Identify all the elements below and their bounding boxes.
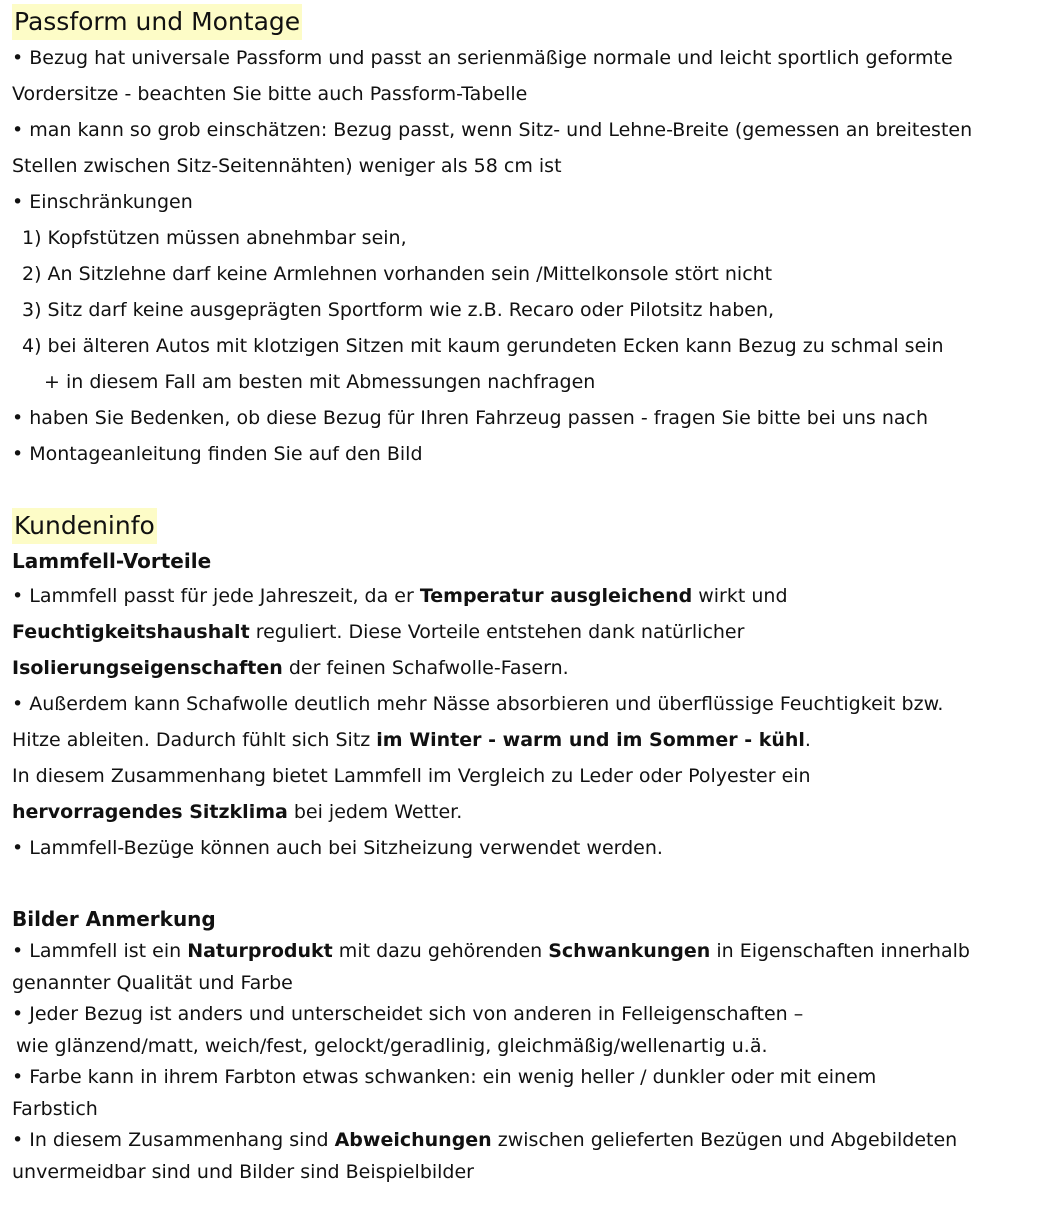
text-line: • Außerdem kann Schafwolle deutlich mehr Nässe absorbieren und überflüssige Feuchtigkeit bzw. bbox=[12, 693, 944, 715]
bold-text: im Winter - warm und im Sommer - kühl bbox=[376, 729, 805, 751]
bold-text: Temperatur ausgleichend bbox=[419, 585, 693, 607]
text-line: In diesem Zusammenhang bietet Lammfell im Vergleich zu Leder oder Polyester ein bbox=[12, 765, 811, 787]
text-run: Hitze ableiten. Dadurch fühlt sich Sitz bbox=[12, 729, 377, 751]
section-bilder-anmerkung bbox=[12, 902, 1052, 1188]
text-line bbox=[12, 614, 1052, 650]
text-line bbox=[12, 650, 1052, 686]
text-line bbox=[12, 1125, 1052, 1157]
restriction-item: 4) bei älteren Autos mit klotzigen Sitzen mit kaum gerundeten Ecken kann Bezug zu schmal sein bbox=[22, 335, 944, 357]
restriction-item: 1) Kopfstützen müssen abnehmbar sein, bbox=[22, 227, 407, 249]
bold-text: hervorragendes Sitzklima bbox=[12, 801, 288, 823]
text-run: • In diesem Zusammenhang sind bbox=[12, 1129, 335, 1151]
restriction-note: + in diesem Fall am besten mit Abmessungen nachfragen bbox=[44, 371, 596, 393]
text-line: • Bezug hat universale Passform und passt an serienmäßige normale und leicht sportlich geformte bbox=[12, 47, 953, 69]
text-run: mit dazu gehörenden bbox=[332, 940, 549, 962]
text-line bbox=[12, 936, 1052, 968]
section-kundeninfo bbox=[12, 508, 1052, 866]
text-run: der feinen Schafwolle-Fasern. bbox=[282, 657, 569, 679]
text-line: Vordersitze - beachten Sie bitte auch Passform-Tabelle bbox=[12, 83, 528, 105]
text-run: in Eigenschaften innerhalb bbox=[710, 940, 970, 962]
text-line: • haben Sie Bedenken, ob diese Bezug für Ihren Fahrzeug passen - fragen Sie bitte bei uns nach bbox=[12, 407, 929, 429]
text-line: unvermeidbar sind und Bilder sind Beispielbilder bbox=[12, 1160, 474, 1183]
bold-text: Isolierungseigenschaften bbox=[12, 657, 283, 679]
text-line bbox=[12, 578, 1052, 614]
section-passform bbox=[12, 4, 1052, 472]
text-run: reguliert. Diese Vorteile entstehen dank natürlicher bbox=[249, 621, 745, 643]
text-line: • Jeder Bezug ist anders und unterscheidet sich von anderen in Felleigenschaften – bbox=[12, 1003, 804, 1025]
text-line: • Farbe kann in ihrem Farbton etwas schwanken: ein wenig heller / dunkler oder mit einem bbox=[12, 1066, 877, 1088]
text-line: Farbstich bbox=[12, 1097, 98, 1120]
text-line: Stellen zwischen Sitz-Seitennähten) weniger als 58 cm ist bbox=[12, 155, 562, 177]
text-run: • Lammfell passt für jede Jahreszeit, da er bbox=[12, 585, 420, 607]
bold-text: Abweichungen bbox=[334, 1129, 492, 1151]
text-run: . bbox=[804, 729, 811, 751]
text-run: • Lammfell ist ein bbox=[12, 940, 188, 962]
text-line: wie glänzend/matt, weich/fest, gelockt/geradlinig, gleichmäßig/wellenartig u.ä. bbox=[16, 1034, 768, 1057]
text-line: • Montageanleitung finden Sie auf den Bild bbox=[12, 443, 423, 465]
text-run: bei jedem Wetter. bbox=[287, 801, 463, 823]
document bbox=[12, 4, 1052, 1188]
subheading-lammfell-vorteile: Lammfell-Vorteile bbox=[12, 549, 212, 573]
text-line: • Lammfell-Bezüge können auch bei Sitzheizung verwendet werden. bbox=[12, 837, 663, 859]
text-line: genannter Qualität und Farbe bbox=[12, 971, 293, 994]
text-line bbox=[12, 794, 1052, 830]
spacer bbox=[12, 866, 1052, 902]
text-line bbox=[12, 722, 1052, 758]
section-heading-kundeninfo: Kundeninfo bbox=[12, 508, 157, 544]
bold-text: Naturprodukt bbox=[187, 940, 333, 962]
restriction-item: 2) An Sitzlehne darf keine Armlehnen vorhanden sein /Mittelkonsole stört nicht bbox=[22, 263, 773, 285]
text-run: zwischen gelieferten Bezügen und Abgebildeten bbox=[491, 1129, 958, 1151]
bold-text: Feuchtigkeitshaushalt bbox=[12, 621, 250, 643]
bold-text: Schwankungen bbox=[548, 940, 711, 962]
text-run: wirkt und bbox=[692, 585, 788, 607]
restriction-item: 3) Sitz darf keine ausgeprägten Sportform wie z.B. Recaro oder Pilotsitz haben, bbox=[22, 299, 775, 321]
subheading-bilder-anmerkung: Bilder Anmerkung bbox=[12, 907, 216, 931]
text-line: • man kann so grob einschätzen: Bezug passt, wenn Sitz- und Lehne-Breite (gemessen an breitesten bbox=[12, 119, 973, 141]
spacer bbox=[12, 472, 1052, 508]
text-line: • Einschränkungen bbox=[12, 191, 193, 213]
section-heading-passform: Passform und Montage bbox=[12, 4, 302, 40]
